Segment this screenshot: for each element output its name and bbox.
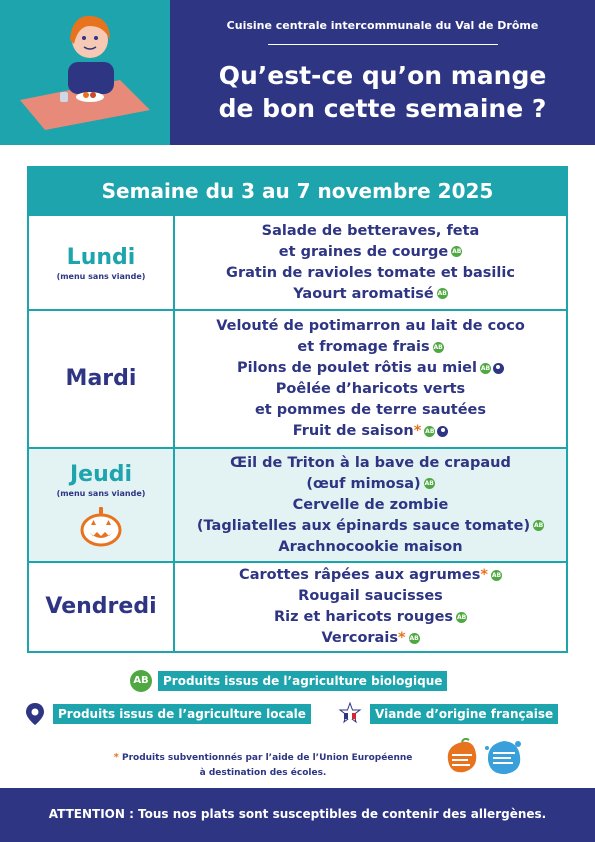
page-title bbox=[170, 59, 595, 125]
day-note: (menu sans viande) bbox=[56, 271, 146, 281]
menu-cell-mardi bbox=[175, 311, 566, 447]
dish-text: Pilons de poulet rôtis au miel bbox=[237, 360, 477, 376]
organic-icon: AB bbox=[533, 522, 544, 529]
dish bbox=[255, 400, 486, 421]
organic-icon: AB bbox=[437, 290, 447, 297]
dish-text: et fromage frais bbox=[297, 339, 430, 355]
header bbox=[0, 0, 595, 145]
lait-ecole-logo bbox=[482, 738, 526, 778]
organic-icon: AB bbox=[409, 634, 419, 642]
allergen-warning-footer: ATTENTION : Tous nos plats sont susceptibles de contenir des allergènes. bbox=[0, 788, 595, 842]
eu-subsidy-asterisk: * bbox=[397, 630, 406, 646]
organic-icon: AB bbox=[452, 248, 462, 255]
dish-text: Fruit de saison bbox=[292, 423, 414, 439]
local-pin-icon bbox=[437, 426, 448, 437]
header-title-panel bbox=[170, 0, 595, 145]
organization-name: Cuisine centrale intercommunale du Val de Drôme bbox=[226, 19, 539, 32]
dish bbox=[276, 379, 465, 400]
day-name: Vendredi bbox=[45, 594, 157, 619]
eu-subsidy-note bbox=[78, 750, 448, 781]
eu-subsidy-asterisk: * bbox=[113, 752, 119, 763]
legend-french-meat bbox=[338, 702, 558, 726]
menu-cell-lundi bbox=[175, 216, 566, 309]
dish bbox=[197, 516, 544, 537]
menu-cell-vendredi bbox=[175, 563, 566, 651]
dish-text: Rougail saucisses bbox=[298, 588, 443, 604]
dish-text: Gratin de ravioles tomate et basilic bbox=[226, 264, 515, 281]
eu-subsidy-note-line-1 bbox=[78, 750, 448, 766]
legend-organic-label: Produits issus de l’agriculture biologique bbox=[158, 671, 447, 691]
eu-subsidy-note-text: Produits subventionnés par l’aide de l’Union Européenne bbox=[121, 753, 413, 763]
organic-icon: AB bbox=[433, 343, 443, 351]
organic-icon: AB bbox=[491, 571, 502, 579]
eu-subsidy-asterisk: * bbox=[413, 423, 422, 439]
dish-text: Cervelle de zombie bbox=[292, 496, 449, 513]
day-row-vendredi bbox=[29, 561, 566, 651]
eu-subsidy-note-line-2: à destination des écoles. bbox=[199, 768, 327, 778]
dish-text: Carottes râpées aux agrumes bbox=[239, 567, 481, 583]
child-eating-illustration bbox=[0, 0, 170, 145]
day-cell-lundi bbox=[29, 216, 175, 309]
dish bbox=[226, 263, 515, 284]
day-name: Mardi bbox=[65, 366, 137, 391]
dish bbox=[237, 358, 504, 379]
header-illustration-panel bbox=[0, 0, 170, 145]
dish-text: (Tagliatelles aux épinards sauce tomate) bbox=[196, 517, 531, 534]
day-name: Lundi bbox=[66, 244, 136, 270]
dish bbox=[279, 242, 462, 263]
legend-local-label: Produits issus de l’agriculture locale bbox=[53, 704, 311, 724]
organic-icon: AB bbox=[425, 427, 435, 435]
page-title-line-1: Qu’est-ce qu’on mange bbox=[218, 61, 547, 90]
dish-text: Œil de Triton à la bave de crapaud bbox=[230, 454, 511, 471]
legend-local bbox=[25, 702, 311, 726]
day-cell-mardi bbox=[29, 311, 175, 447]
local-pin-icon bbox=[493, 363, 504, 374]
dish-text: et pommes de terre sautées bbox=[254, 402, 487, 418]
dish bbox=[216, 316, 525, 337]
dish bbox=[274, 607, 467, 628]
day-cell-vendredi bbox=[29, 563, 175, 651]
dish-text: Salade de betteraves, feta bbox=[261, 222, 480, 239]
menu-cell-jeudi bbox=[175, 449, 566, 561]
day-cell-jeudi bbox=[29, 449, 175, 561]
dish bbox=[239, 565, 502, 586]
fruits-legumes-ecole-logo bbox=[444, 738, 480, 778]
dish bbox=[262, 221, 480, 242]
dish bbox=[297, 337, 443, 358]
organic-icon: AB bbox=[456, 613, 467, 621]
dish-text: et graines de courge bbox=[278, 243, 449, 260]
day-row-mardi bbox=[29, 309, 566, 447]
french-meat-label-icon bbox=[338, 702, 362, 726]
dish bbox=[293, 495, 449, 516]
page-title-line-2: de bon cette semaine ? bbox=[218, 94, 547, 123]
dish-text: Vercorais bbox=[321, 630, 398, 646]
legend-organic bbox=[130, 670, 447, 692]
dish-text: Arachnocookie maison bbox=[278, 538, 463, 555]
header-divider bbox=[268, 44, 498, 45]
day-name: Jeudi bbox=[69, 462, 133, 487]
pumpkin-icon bbox=[79, 504, 123, 548]
dish bbox=[306, 474, 434, 495]
weekly-menu-table bbox=[27, 166, 568, 653]
dish bbox=[230, 453, 511, 474]
dish bbox=[293, 421, 449, 442]
dish bbox=[321, 628, 419, 649]
organic-icon: AB bbox=[480, 364, 491, 372]
dish-text: Riz et haricots rouges bbox=[273, 609, 454, 625]
dish-text: Poêlée d’haricots verts bbox=[275, 381, 466, 397]
dish-text: Yaourt aromatisé bbox=[293, 285, 434, 302]
organic-icon: AB bbox=[424, 480, 434, 487]
day-note: (menu sans viande) bbox=[56, 489, 146, 498]
dish bbox=[298, 586, 443, 607]
legend-french-meat-label: Viande d’origine française bbox=[370, 704, 558, 724]
dish bbox=[278, 537, 462, 558]
dish bbox=[293, 284, 448, 305]
dish-text: (œuf mimosa) bbox=[306, 475, 421, 492]
dish-text: Velouté de potimarron au lait de coco bbox=[216, 318, 525, 334]
organic-icon: AB bbox=[130, 670, 152, 692]
location-pin-icon bbox=[25, 702, 45, 726]
day-row-jeudi bbox=[29, 447, 566, 561]
week-title: Semaine du 3 au 7 novembre 2025 bbox=[29, 168, 566, 214]
day-row-lundi bbox=[29, 214, 566, 309]
eu-subsidy-asterisk: * bbox=[480, 567, 488, 583]
